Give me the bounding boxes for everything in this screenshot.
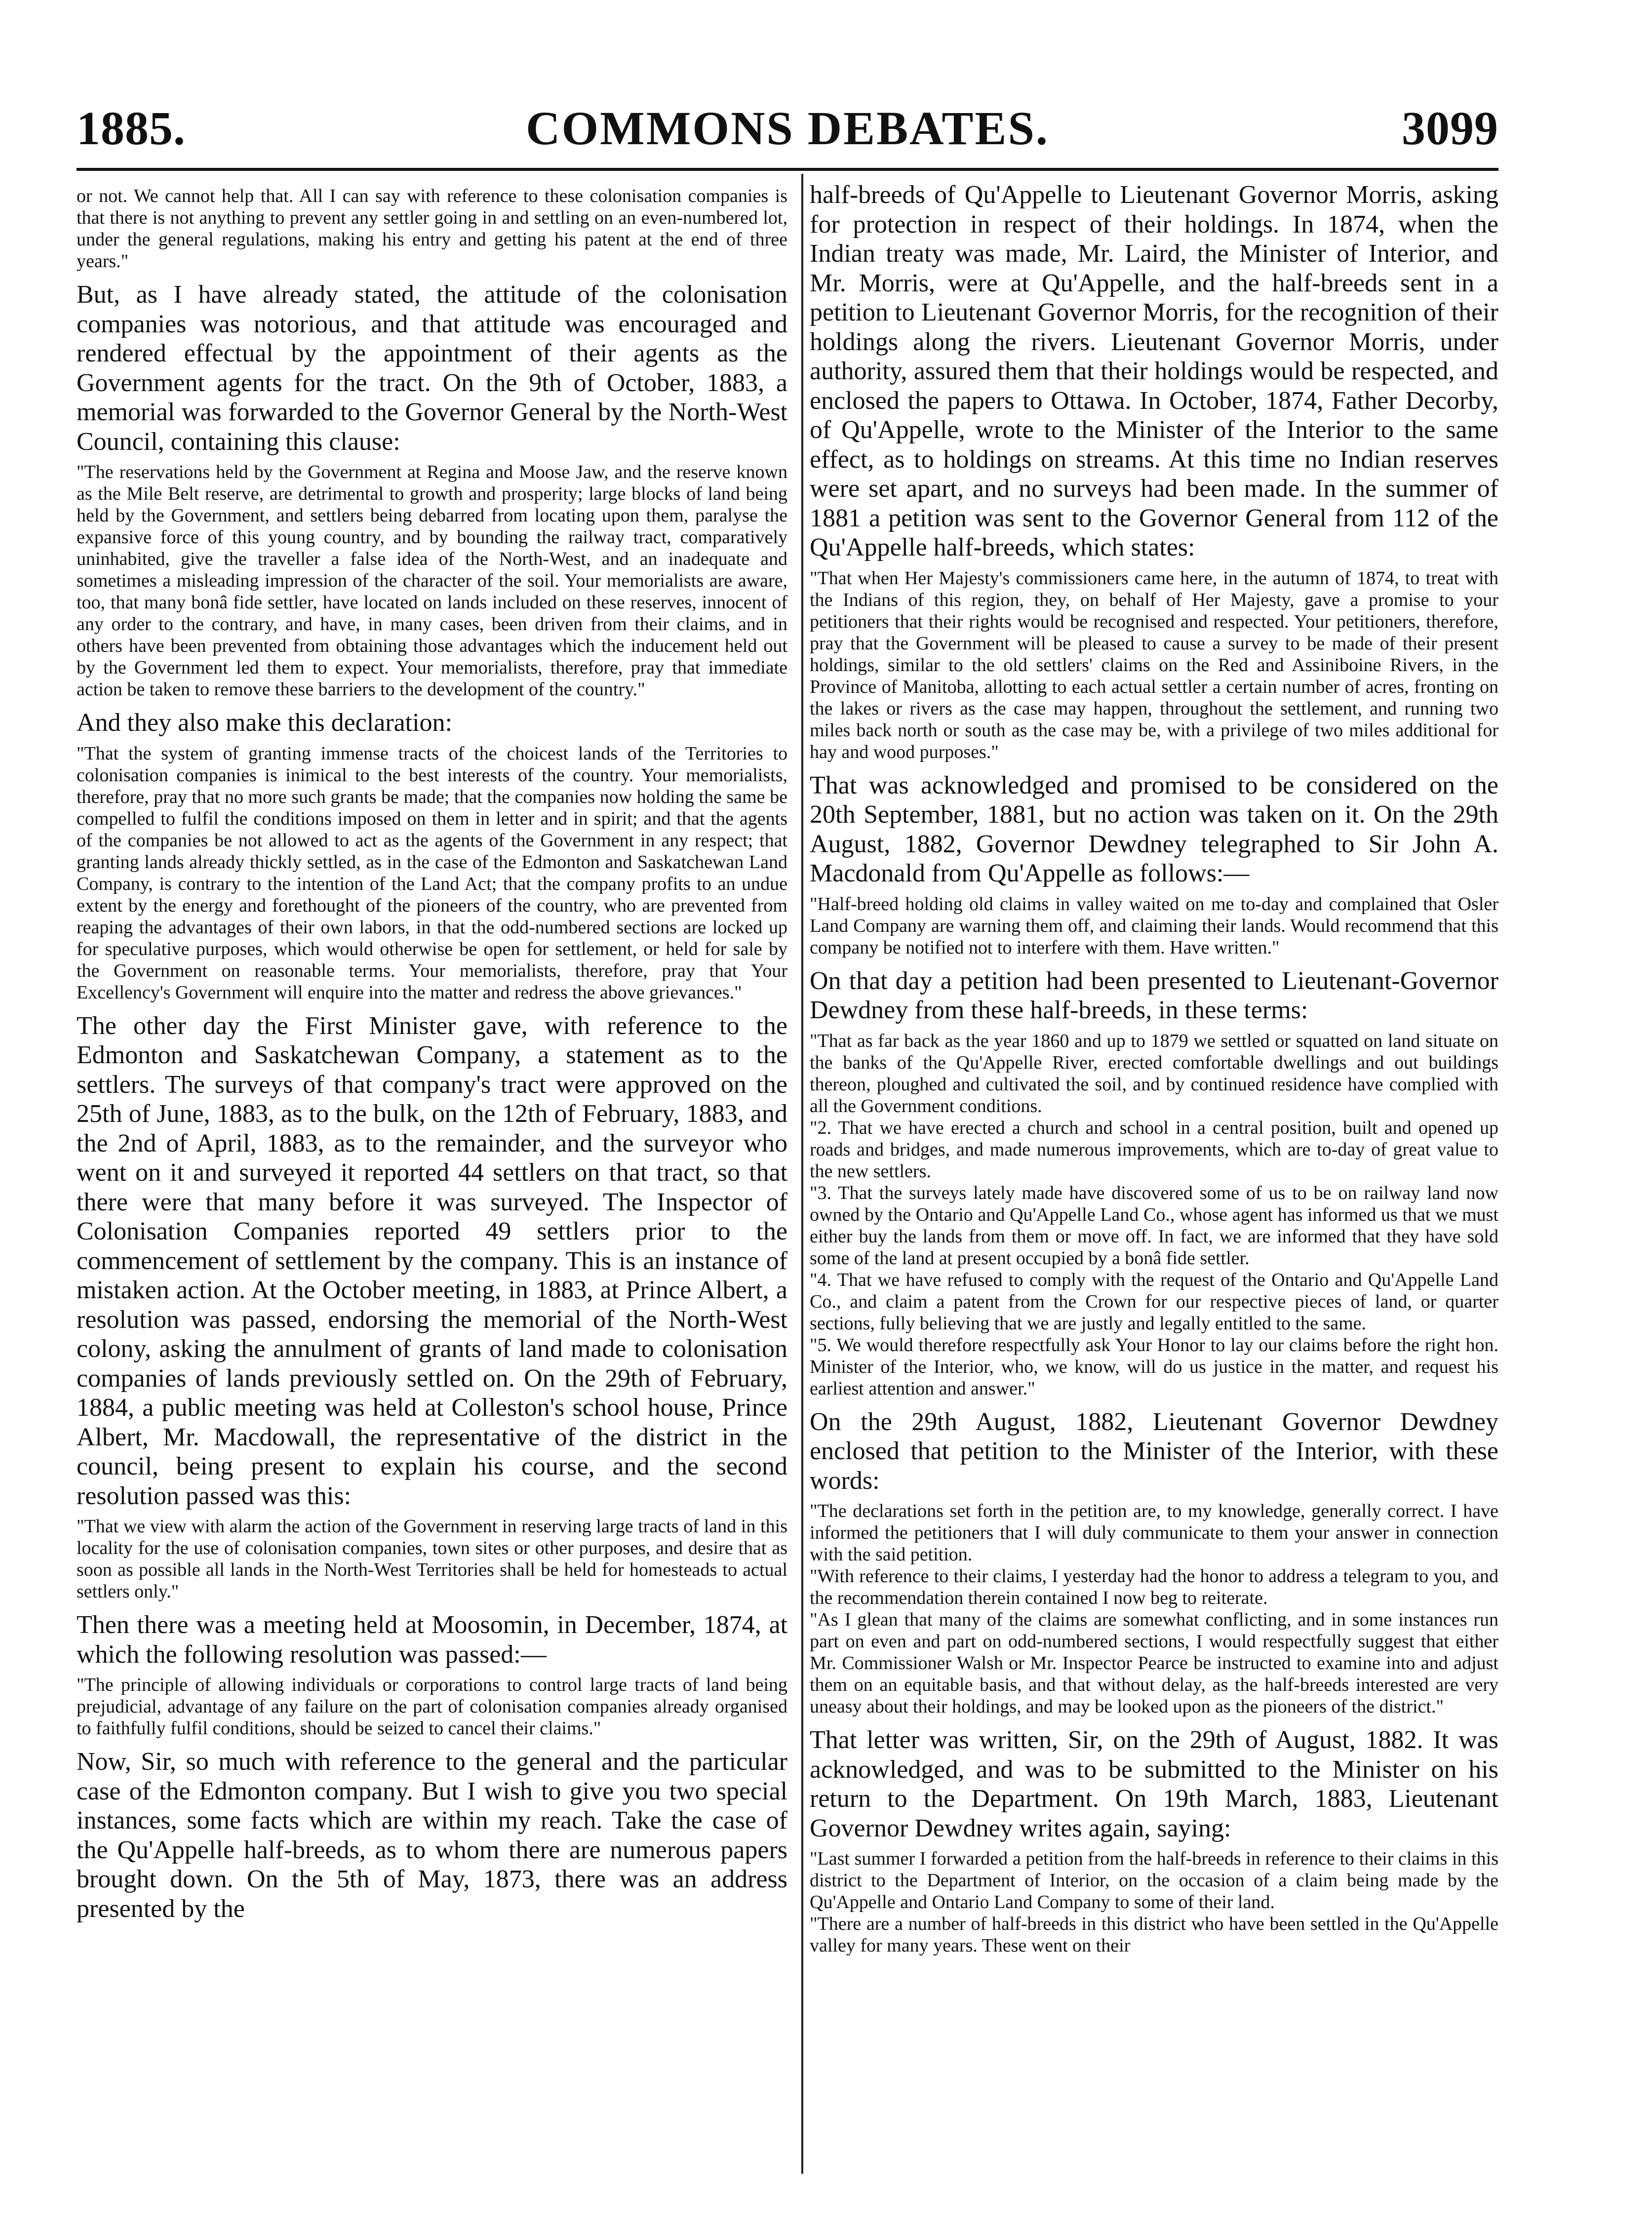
- speech-paragraph: half-breeds of Qu'Appelle to Lieutenant Governor Morris, asking for protection in respect of their holdings. In 1874, when the Indian treaty was made, Mr. Laird, the Minister of Interior, and Mr. Morris, were at Qu'Appelle, and the half-breeds sent in a petition to Lieutenant Governor Morris, for the recognition of their holdings along the rivers. Lieutenant Governor Morris, under authority, assured them that their holdings would be respected, and enclosed the papers to Ottawa. In October, 1874, Father Decorby, of Qu'Appelle, wrote to the Minister of the Interior to the same effect, as to holdings on streams. At this time no Indian reserves were set apart, and no surveys had been made. In the summer of 1881 a petition was sent to the Governor General from 112 of the Qu'Appelle half-breeds, which states:: [810, 181, 1498, 561]
- header-page-number: 3099: [1402, 102, 1498, 155]
- header-year: 1885.: [77, 102, 186, 155]
- column-divider: [801, 174, 803, 2174]
- quote-paragraph: "Last summer I forwarded a petition from the half-breeds in reference to their claims in this district to the Department of Interior, on the occasion of a claim being made by the Qu'Appelle and Ontario Land Company to some of their land. "There are a number of half-breeds in this district who have been settled in the Qu'Appelle valley for many years. These went on their: [810, 1848, 1498, 1956]
- speech-paragraph: On the 29th August, 1882, Lieutenant Governor Dewdney enclosed that petition to the Minister of the Interior, with these words:: [810, 1407, 1498, 1495]
- right-column: [810, 180, 1498, 1964]
- speech-paragraph: That letter was written, Sir, on the 29th of August, 1882. It was acknowledged, and was to be submitted to the Minister on his return to the Department. On 19th March, 1883, Lieutenant Governor Dewdney writes again, saying:: [810, 1726, 1498, 1842]
- quote-paragraph: "The reservations held by the Government at Regina and Moose Jaw, and the reserve known as the Mile Belt reserve, are detrimental to growth and prosperity; large blocks of land being held by the Government, and settlers being debarred from locating upon them, paralyse the expansive force of this young country, and by bounding the railway tract, comparatively uninhabited, give the traveller a false idea of the North-West, and an inadequate and sometimes a misleading impression of the character of the soil. Your memorialists are aware, too, that many bonâ fide settler, have located on lands included on these reserves, innocent of any order to the contrary, and have, in many cases, been driven from their claims, and in others have been prevented from obtaining those advantages which the inducement held out by the Government led them to expect. Your memorialists, therefore, pray that immediate action be taken to remove these barriers to the development of the country.": [77, 462, 787, 700]
- speech-paragraph: Then there was a meeting held at Moosomin, in December, 1874, at which the following resolution was passed:—: [77, 1611, 787, 1669]
- speech-paragraph: Now, Sir, so much with reference to the general and the particular case of the Edmonton company. But I wish to give you two special instances, some facts which are within my reach. Take the case of the Qu'Appelle half-breeds, as to whom there are numerous papers brought down. On the 5th of May, 1873, there was an address presented by the: [77, 1748, 787, 1923]
- quote-paragraph: "That when Her Majesty's commissioners came here, in the autumn of 1874, to treat with the Indians of this region, they, on behalf of Her Majesty, gave a promise to your petitioners that their rights would be recognised and respected. Your petitioners, therefore, pray that the Government will be pleased to cause a survey to be made of their present holdings, similar to the old settlers' claims on the Red and Assiniboine Rivers, in the Province of Manitoba, allotting to each actual settler a certain number of acres, fronting on the lakes or rivers as the case may happen, throughout the settlement, and running two miles back north or south as the case may be, with a privilege of two miles additional for hay and wood purposes.": [810, 567, 1498, 762]
- quote-paragraph: "That as far back as the year 1860 and up to 1879 we settled or squatted on land situate on the banks of the Qu'Appelle River, erected comfortable dwellings and out buildings thereon, ploughed and cultivated the soil, and by continued residence have complied with all the Government conditions. "2. That we have erected a church and school in a central position, built and opened up roads and bridges, and made numerous improvements, which are to-day of great value to the new settlers. "3. That the surveys lately made have discovered some of us to be on railway land now owned by the Ontario and Qu'Appelle Land Co., whose agent has informed us that we must either buy the lands from them or move off. In fact, we are informed that they have sold some of the land at present occupied by a bonâ fide settler. "4. That we have refused to comply with the request of the Ontario and Qu'Appelle Land Co., and claim a patent from the Crown for our respective pieces of land, or quarter sections, fully believing that we are justly and legally entitled to the same. "5. We would therefore respectfully ask Your Honor to lay our claims before the right hon. Minister of the Interior, who, we know, will do us justice in the matter, and request his earliest attention and answer.": [810, 1030, 1498, 1399]
- header-title: COMMONS DEBATES.: [526, 102, 1049, 155]
- speech-paragraph: That was acknowledged and promised to be considered on the 20th September, 1881, but no action was taken on it. On the 29th August, 1882, Governor Dewdney telegraphed to Sir John A. Macdonald from Qu'Appelle as follows:—: [810, 771, 1498, 887]
- quote-paragraph: "That we view with alarm the action of the Government in reserving large tracts of land in this locality for the use of colonisation companies, town sites or other purposes, and desire that as soon as possible all lands in the North-West Territories shall be held for homesteads to actual settlers only.": [77, 1516, 787, 1602]
- quote-paragraph: "The principle of allowing individuals or corporations to control large tracts of land being prejudicial, advantage of any failure on the part of colonisation companies already organised to faithfully fulfil conditions, should be seized to cancel their claims.": [77, 1675, 787, 1739]
- quote-paragraph: "That the system of granting immense tracts of the choicest lands of the Territories to colonisation companies is inimical to the best interests of the country. Your memorialists, therefore, pray that no more such grants be made; that the companies now holding the same be compelled to fulfil the conditions imposed on them in letter and in spirit; and that the agents of the companies be not allowed to act as the agents of the Government in any respect; that granting lands already thickly settled, as in the case of the Edmonton and Saskatchewan Land Company, is contrary to the intention of the Land Act; that the company profits to an undue extent by the energy and forethought of the pioneers of the country, who are prevented from reaping the advantages of their own labors, in that the odd-numbered sections are locked up for speculative purposes, which would otherwise be open for settlement, or held for sale by the Government on reasonable terms. Your memorialists, therefore, pray that Your Excellency's Government will enquire into the matter and redress the above grievances.": [77, 743, 787, 1003]
- left-column: [77, 180, 787, 1923]
- speech-paragraph: On that day a petition had been presented to Lieutenant-Governor Dewdney from these half-breeds, in these terms:: [810, 966, 1498, 1024]
- quote-paragraph: "The declarations set forth in the petition are, to my knowledge, generally correct. I have informed the petitioners that I will duly communicate to them your answer in connection with the said petition. "With reference to their claims, I yesterday had the honor to address a telegram to you, and the recommendation therein contained I now beg to reiterate. "As I glean that many of the claims are somewhat conflicting, and in some instances run part on even and part on odd-numbered sections, I would respectfully suggest that either Mr. Commissioner Walsh or Mr. Inspector Pearce be instructed to examine into and adjust them on an equitable basis, and that without delay, as the half-breeds interested are very uneasy about their holdings, and may be looked upon as the pioneers of the district.": [810, 1501, 1498, 1717]
- page-header: [77, 99, 1498, 163]
- quote-paragraph: "Half-breed holding old claims in valley waited on me to-day and complained that Osler Land Company are warning them off, and claiming their lands. Would recommend that this company be notified not to interfere with them. Have written.": [810, 893, 1498, 958]
- speech-paragraph: And they also make this declaration:: [77, 709, 453, 737]
- quote-paragraph: or not. We cannot help that. All I can say with reference to these colonisation companies is that there is not anything to prevent any settler going in and settling on an even-numbered lot, under the general regulations, making his entry and getting his patent at the end of three years.": [77, 186, 787, 272]
- speech-paragraph: The other day the First Minister gave, with reference to the Edmonton and Saskatchewan Company, a statement as to the settlers. The surveys of that company's tract were approved on the 25th of June, 1883, as to the bulk, on the 12th of February, 1883, and the 2nd of April, 1883, as to the remainder, and the surveyor who went on it and surveyed it reported 44 settlers on that tract, so that there were that many before it was surveyed. The Inspector of Colonisation Companies reported 49 settlers prior to the commencement of settlement by the company. This is an instance of mistaken action. At the October meeting, in 1883, at Prince Albert, a resolution was passed, endorsing the memorial of the North-West colony, asking the annulment of grants of land made to colonisation companies of lands previously settled on. On the 29th of February, 1884, a public meeting was held at Colleston's school house, Prince Albert, Mr. Macdowall, the representative of the district in the council, being present to explain his course, and the second resolution passed was this:: [77, 1011, 787, 1510]
- header-rule: [77, 168, 1498, 171]
- speech-paragraph: But, as I have already stated, the attitude of the colonisation companies was notorious, and that attitude was encouraged and rendered effectual by the appointment of their agents as the Government agents for the tract. On the 9th of October, 1883, a memorial was forwarded to the Governor General by the North-West Council, containing this clause:: [77, 280, 787, 456]
